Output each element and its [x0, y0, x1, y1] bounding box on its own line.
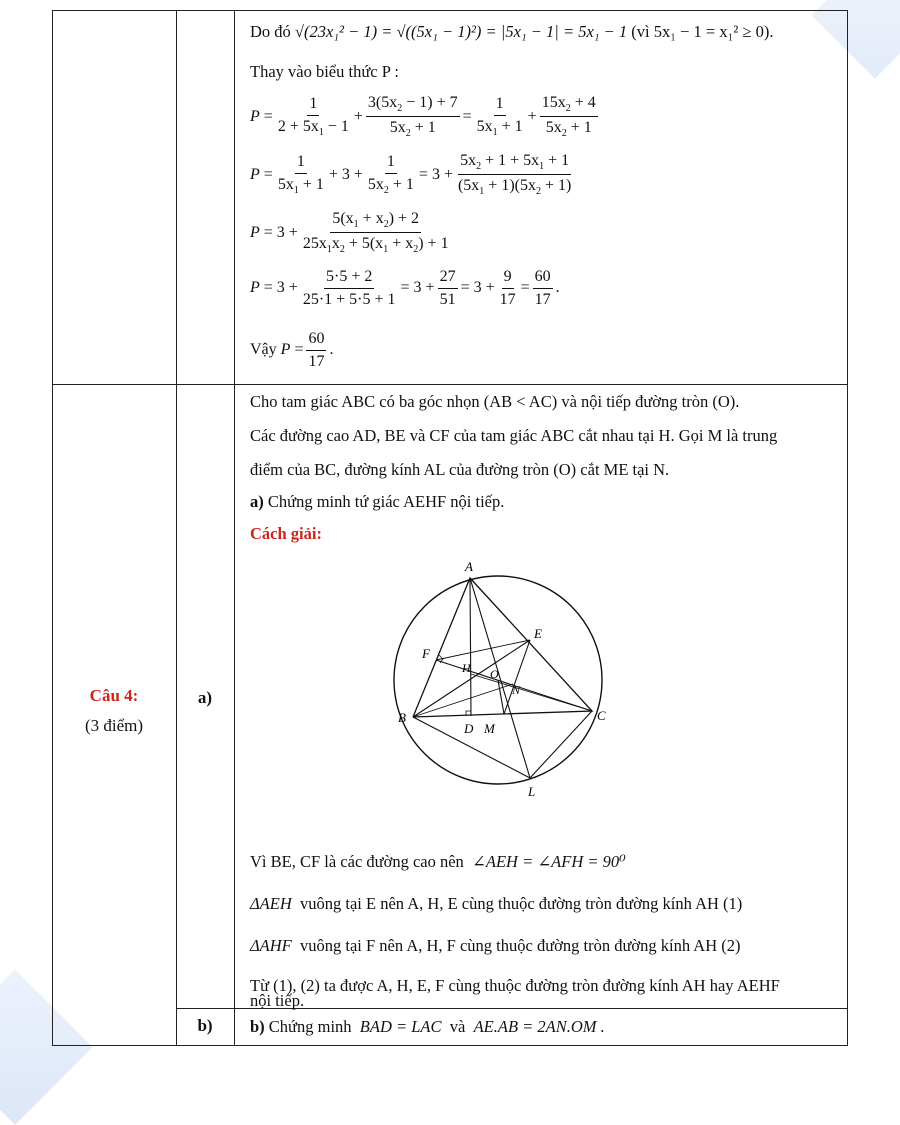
solution-line-1: Vì BE, CF là các đường cao nên ∠AEH = ∠AFH = 90⁰ [250, 852, 626, 871]
solution-heading: Cách giải: [250, 524, 322, 543]
table-border-right [847, 10, 848, 1046]
triangle-abc [413, 578, 592, 717]
label-n: N [512, 683, 521, 697]
label-h: H [462, 661, 471, 675]
segment-cl [530, 711, 592, 778]
label-l: L [528, 784, 536, 799]
part-b-label: b) [197, 1016, 213, 1035]
points-label: (3 điểm) [84, 716, 144, 735]
problem-line-1: Cho tam giác ABC có ba góc nhọn (AB < AC) và nội tiếp đường tròn (O). [250, 392, 740, 411]
sqrt-equation: √(23x₁² − 1) = √((5x₁ − 1)²) = |5x₁ − 1| = 5x₁ − 1 [294, 22, 628, 41]
segment-fe [436, 640, 530, 660]
line-substitute: Thay vào biểu thức P : [250, 62, 400, 81]
label-m: M [484, 721, 495, 736]
row-question-4a [242, 384, 846, 1008]
altitude-be [413, 640, 530, 717]
row-part-previous [242, 10, 846, 384]
altitude-ad [470, 578, 471, 716]
problem-line-3: điểm của BC, đường kính AL của đường tròn (O) cắt ME tại N. [250, 460, 670, 479]
problem-line-2: Các đường cao AD, BE và CF của tam giác ABC cắt nhau tại H. Gọi M là trung [250, 426, 778, 445]
solution-line-5: nội tiếp. [250, 991, 305, 1010]
equation-1: P = $\frac{1}{2 + 5x_1 - 1}$ + $\frac{3(5x_2 - 1) + 7}{5x_2 + 1}$ = $\frac{1}{5x_1 + 1}$ + $\frac{15x_2 + 4}{5x_2 + 1}$ [250, 94, 596, 140]
label-o: O [490, 667, 499, 681]
segment-me [504, 640, 530, 714]
label-a: A [465, 559, 473, 574]
solution-line-4: Từ (1), (2) ta được A, H, E, F cùng thuộc đường tròn đường kính AH hay AEHF [250, 976, 780, 995]
solution-line-3: ΔAHF vuông tại F nên A, H, F cùng thuộc đường tròn đường kính AH (2) [250, 936, 741, 955]
label-b: B [398, 710, 406, 725]
equation-3: P = 3 + $\frac{5(x_1 + x_2) + 2}{25x_1x_2 + 5(x_1 + x_2) + 1}$ [250, 210, 449, 256]
equation-4: P = 3 + $\frac{5\cdot 5 + 2}{25\cdot 1 + 5\cdot 5 + 1}$ = 3 + $\frac{27}{51}$ = 3 + $\frac{9}{17}$ = $\frac{60}{17}$ . [250, 268, 560, 308]
segment-bn [413, 684, 513, 717]
solution-line-2: ΔAEH vuông tại E nên A, H, E cùng thuộc đường tròn đường kính AH (1) [250, 894, 743, 913]
solution-table [52, 10, 848, 1046]
conclusion-line: Vậy P = $\frac{60}{17}$ . [250, 330, 334, 370]
geometry-diagram [380, 556, 610, 800]
part-b-statement: b) Chứng minh BAD = LAC và AE.AB = 2AN.OM . [250, 1017, 605, 1036]
part-a-label: a) [197, 688, 213, 707]
label-e: E [534, 626, 542, 641]
question-label: Câu 4: [89, 686, 139, 705]
label-f: F [422, 646, 430, 661]
diameter-al [470, 578, 530, 778]
segment-om [498, 680, 504, 714]
table-border-left [52, 10, 53, 1046]
part-a-statement: a) Chứng minh tứ giác AEHF nội tiếp. [250, 492, 505, 511]
label-d: D [464, 721, 474, 736]
line-do-do: Do đó √(23x₁² − 1) = √((5x₁ − 1)²) = |5x₁ − 1| = 5x₁ − 1 (vì 5x₁ − 1 = x₁² ≥ 0). [250, 22, 774, 41]
row-question-4b [242, 1008, 846, 1046]
table-column-divider [234, 10, 235, 1046]
table-column-divider [176, 10, 177, 1046]
label-c: C [597, 708, 606, 723]
equation-2: P = $\frac{1}{5x_1 + 1}$ + 3 + $\frac{1}{5x_2 + 1}$ = 3 + $\frac{5x_2 + 1 + 5x_1 + 1}{(5x_1 + 1)(5x_2 + 1)}$ [250, 152, 572, 198]
